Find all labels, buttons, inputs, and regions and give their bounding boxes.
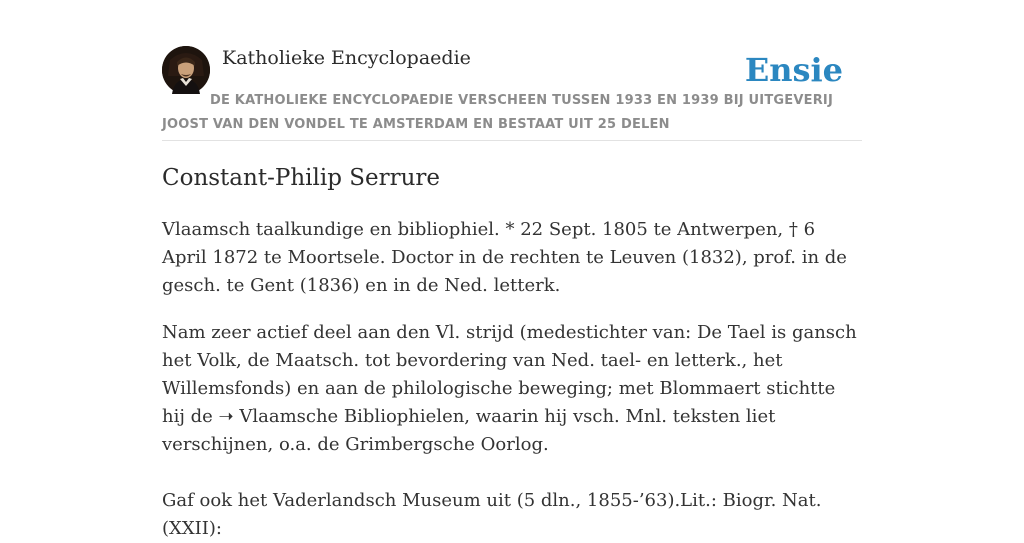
article-paragraph: Nam zeer actief deel aan den Vl. strijd (medestichter van: De Tael is gansch het Volk, de Maatsch. tot bevordering van Ned. tael- en letterk., het Willemsfonds) en aan de philologische beweging; met Blommaert stichtte hij de ➝ Vlaamsche Bibliophielen, waarin hij vsch. Mnl. teksten liet verschijnen, o.a. de Grimbergsche Oorlog. xyxy=(162,322,857,455)
brand-logo[interactable]: Ensie xyxy=(744,51,843,89)
page-container xyxy=(162,0,862,539)
source-avatar[interactable] xyxy=(162,46,210,94)
article-paragraph: Gaf ook het Vaderlandsch Museum uit (5 dln., 1855-’63).Lit.: Biogr. Nat. (XXII): xyxy=(162,490,822,539)
source-header xyxy=(162,0,862,141)
portrait-icon xyxy=(162,46,210,94)
source-description: DE KATHOLIEKE ENCYCLOPAEDIE VERSCHEEN TUSSEN 1933 EN 1939 BIJ UITGEVERIJ JOOST VAN DEN VONDEL TE AMSTERDAM EN BESTAAT UIT 25 DELEN xyxy=(162,93,833,132)
article-title: Constant-Philip Serrure xyxy=(162,165,441,191)
article-paragraph: Vlaamsch taalkundige en bibliophiel. * 22 Sept. 1805 te Antwerpen, † 6 April 1872 te Moortsele. Doctor in de rechten te Leuven (1832), prof. in de gesch. te Gent (1836) en in de Ned. letterk. xyxy=(162,219,847,296)
source-title[interactable]: Katholieke Encyclopaedie xyxy=(222,47,471,69)
